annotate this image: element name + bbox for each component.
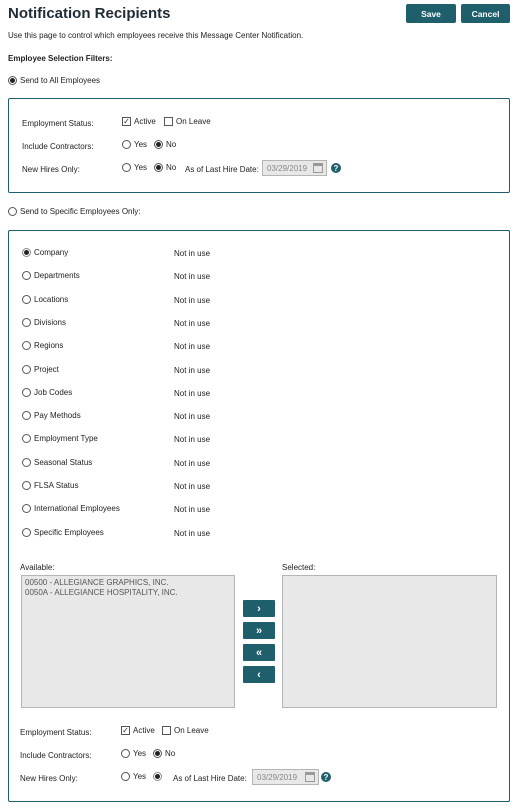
filter-option-status: Not in use <box>174 505 211 515</box>
help-icon[interactable]: ? <box>331 163 341 173</box>
filters-heading: Employee Selection Filters: <box>8 54 113 63</box>
new-hires-yes-option[interactable] <box>122 163 147 172</box>
bottom-employment-status-label: Employment Status: <box>20 728 92 737</box>
list-item[interactable]: 0050A - ALLEGIANCE HOSPITALITY, INC. <box>25 588 178 597</box>
send-specific-label: Send to Specific Employees Only: <box>20 207 141 216</box>
bottom-help-icon[interactable]: ? <box>321 772 331 782</box>
bottom-new-hires-no-option[interactable] <box>153 772 162 781</box>
filter-option-status: Not in use <box>174 342 211 352</box>
bottom-contractors-label: Include Contractors: <box>20 751 92 760</box>
contractors-label: Include Contractors: <box>22 142 94 151</box>
filter-option-divisions[interactable] <box>22 318 66 327</box>
send-specific-radio[interactable] <box>8 207 17 216</box>
filter-option-label: Locations <box>34 294 69 304</box>
employment-status-label: Employment Status: <box>22 119 94 128</box>
filter-option-label: Specific Employees <box>34 527 104 537</box>
page-description: Use this page to control which employees receive this Message Center Notification. <box>8 31 304 40</box>
contractors-no-radio[interactable] <box>154 140 163 149</box>
selected-label: Selected: <box>282 563 316 572</box>
filter-option-regions[interactable] <box>22 341 63 350</box>
filter-option-pay-methods[interactable] <box>22 411 81 420</box>
filter-option-specific-employees[interactable] <box>22 528 104 537</box>
on-leave-label: On Leave <box>176 117 211 126</box>
filter-option-radio[interactable] <box>22 458 31 467</box>
filter-option-label: Employment Type <box>34 434 98 444</box>
filter-option-label: Job Codes <box>34 387 73 397</box>
filter-option-radio[interactable] <box>22 341 31 350</box>
new-hires-no-radio[interactable] <box>154 163 163 172</box>
filter-option-status: Not in use <box>174 528 211 538</box>
bottom-new-hires-no-radio[interactable] <box>153 772 162 781</box>
available-listbox[interactable] <box>21 575 235 708</box>
filter-option-status: Not in use <box>174 272 211 282</box>
double-chevron-right-icon[interactable]: » <box>243 622 275 639</box>
filter-option-radio[interactable] <box>22 504 31 513</box>
filter-option-radio[interactable] <box>22 365 31 374</box>
new-hires-label: New Hires Only: <box>22 165 80 174</box>
new-hires-no-option[interactable] <box>154 163 176 172</box>
contractors-yes-radio[interactable] <box>122 140 131 149</box>
filter-option-status: Not in use <box>174 458 211 468</box>
filter-option-label: International Employees <box>34 504 120 514</box>
all-employees-panel <box>8 98 510 193</box>
filter-option-radio[interactable] <box>22 434 31 443</box>
send-all-radio[interactable] <box>8 76 17 85</box>
bottom-contractors-yes-radio[interactable] <box>121 749 130 758</box>
filter-option-label: Project <box>34 364 59 374</box>
filter-option-label: Divisions <box>34 317 67 327</box>
filter-option-radio[interactable] <box>22 528 31 537</box>
filter-option-status: Not in use <box>174 388 211 398</box>
filter-option-radio[interactable] <box>22 295 31 304</box>
filter-option-status: Not in use <box>174 365 211 375</box>
filter-option-employment-type[interactable] <box>22 434 98 443</box>
bottom-active-label: Active <box>133 726 155 735</box>
filter-option-seasonal-status[interactable] <box>22 458 92 467</box>
filter-option-label: Seasonal Status <box>34 457 93 467</box>
bottom-on-leave-checkbox-row[interactable] <box>162 726 209 735</box>
chevron-left-icon[interactable]: ‹ <box>243 666 275 683</box>
bottom-hire-date-input[interactable] <box>252 769 319 785</box>
filter-option-radio[interactable] <box>22 388 31 397</box>
hire-date-input[interactable] <box>262 160 327 176</box>
filter-option-job-codes[interactable] <box>22 388 72 397</box>
active-checkbox-row[interactable] <box>122 117 156 126</box>
new-hires-no-label: No <box>166 163 177 172</box>
send-all-label: Send to All Employees <box>20 76 101 85</box>
filter-option-status: Not in use <box>174 482 211 491</box>
bottom-on-leave-label: On Leave <box>174 726 209 735</box>
filter-option-radio[interactable] <box>22 318 31 327</box>
bottom-contractors-no-label: No <box>165 749 176 758</box>
filter-option-radio[interactable] <box>22 481 31 490</box>
selected-listbox[interactable] <box>282 575 497 708</box>
bottom-as-of-label: As of Last Hire Date: <box>173 774 247 783</box>
contractors-no-label: No <box>166 140 177 149</box>
send-specific-option[interactable] <box>8 207 141 216</box>
calendar-icon[interactable] <box>313 163 323 173</box>
filter-option-company[interactable] <box>22 248 68 257</box>
bottom-new-hires-yes-option[interactable] <box>121 772 146 781</box>
filter-option-status: Not in use <box>174 435 211 445</box>
available-label: Available: <box>20 563 55 572</box>
filter-option-international-employees[interactable] <box>22 504 120 513</box>
bottom-contractors-no-option[interactable] <box>153 749 175 758</box>
filter-option-status: Not in use <box>174 318 211 328</box>
filter-option-status: Not in use <box>174 249 211 258</box>
double-chevron-left-icon[interactable]: « <box>243 644 275 661</box>
active-checkbox[interactable]: ✓ <box>123 116 130 126</box>
bottom-new-hires-yes-label: Yes <box>133 772 147 781</box>
filter-option-status: Not in use <box>174 412 211 422</box>
hire-date-value: 03/29/2019 <box>267 163 308 173</box>
bottom-contractors-yes-label: Yes <box>133 749 147 758</box>
page-title: Notification Recipients <box>8 5 171 22</box>
contractors-no-option[interactable] <box>154 140 176 149</box>
filter-option-locations[interactable] <box>22 295 68 304</box>
bottom-calendar-icon[interactable] <box>305 772 315 782</box>
bottom-active-checkbox[interactable]: ✓ <box>122 725 129 735</box>
filter-option-label: Company <box>34 248 69 257</box>
bottom-new-hires-label: New Hires Only: <box>20 774 78 783</box>
filter-option-label: Pay Methods <box>34 411 81 421</box>
filter-option-project[interactable] <box>22 365 59 374</box>
bottom-active-checkbox-row[interactable] <box>121 726 155 735</box>
filter-option-departments[interactable] <box>22 271 80 280</box>
save-button[interactable]: Save <box>406 4 456 23</box>
contractors-yes-label: Yes <box>134 140 148 149</box>
filter-option-radio[interactable] <box>22 271 31 280</box>
send-all-option[interactable] <box>8 76 100 85</box>
list-item[interactable]: 00500 - ALLEGIANCE GRAPHICS, INC. <box>25 578 169 587</box>
active-label: Active <box>134 117 156 126</box>
filter-option-label: Departments <box>34 271 80 281</box>
filter-option-radio[interactable] <box>22 248 31 257</box>
on-leave-checkbox-row[interactable] <box>164 117 211 126</box>
filter-option-flsa-status[interactable] <box>22 481 78 490</box>
filter-option-label: FLSA Status <box>34 481 79 490</box>
bottom-on-leave-checkbox[interactable] <box>162 726 171 735</box>
bottom-hire-date-value: 03/29/2019 <box>257 772 298 782</box>
bottom-new-hires-yes-radio[interactable] <box>121 772 130 781</box>
filter-option-status: Not in use <box>174 295 211 305</box>
specific-employees-panel <box>8 230 510 802</box>
new-hires-yes-label: Yes <box>134 163 148 172</box>
bottom-contractors-no-radio[interactable] <box>153 749 162 758</box>
filter-option-label: Regions <box>34 341 64 351</box>
cancel-button[interactable]: Cancel <box>461 4 510 23</box>
contractors-yes-option[interactable] <box>122 140 147 149</box>
on-leave-checkbox[interactable] <box>164 117 173 126</box>
new-hires-yes-radio[interactable] <box>122 163 131 172</box>
bottom-contractors-yes-option[interactable] <box>121 749 146 758</box>
filter-option-radio[interactable] <box>22 411 31 420</box>
as-of-label: As of Last Hire Date: <box>185 165 259 174</box>
chevron-right-icon[interactable]: › <box>243 600 275 617</box>
